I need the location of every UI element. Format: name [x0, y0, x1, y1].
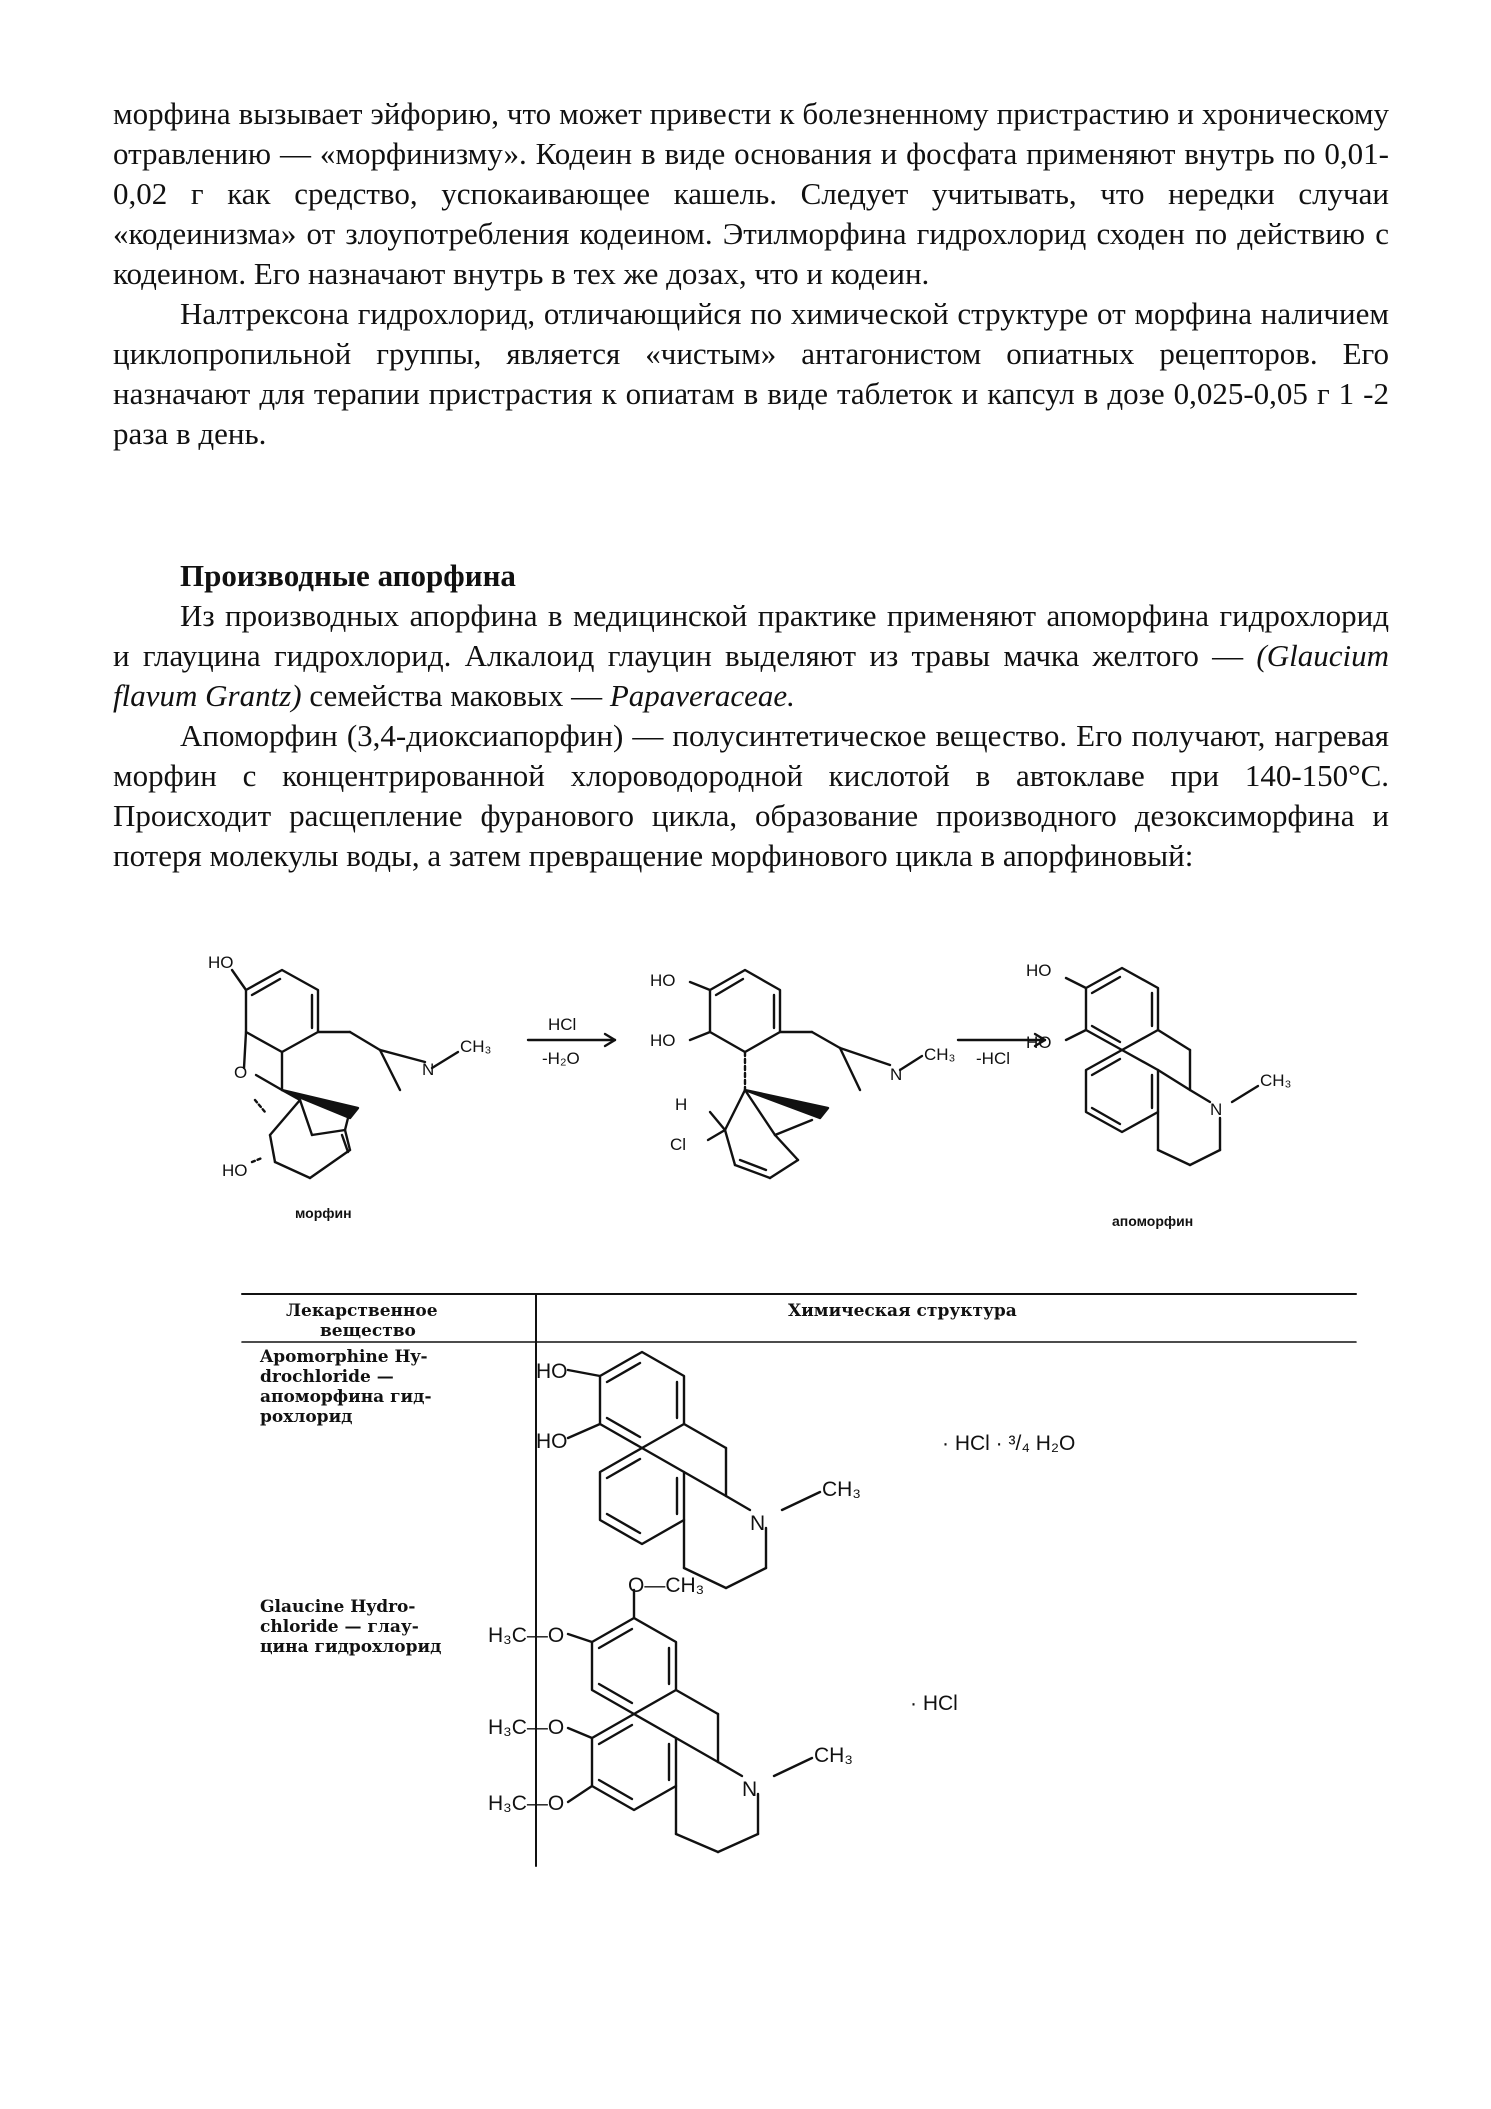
- arrow1-reagent: HCl: [548, 1015, 577, 1034]
- apomorphine-ho-top: HO: [1026, 961, 1052, 980]
- p3-family-name: Papaveraceae.: [609, 678, 795, 713]
- intermediate-structure: [650, 970, 955, 1178]
- row2-salt: · HCl: [910, 1692, 958, 1715]
- intermediate-h: H: [675, 1095, 688, 1114]
- reaction-scheme: [200, 940, 1400, 1250]
- row1-name-line4: рохлорид: [260, 1407, 353, 1427]
- apomorphine-ch3: CH₃: [1260, 1071, 1292, 1090]
- p3-latin-name: (Glaucium flavum Grantz): [113, 638, 1390, 713]
- apomorphine-caption: апоморфин: [1112, 1213, 1194, 1229]
- row1-name-line1: Apomorphine Hy-: [260, 1347, 428, 1367]
- row1-name-line2: drochloride —: [260, 1367, 394, 1387]
- body-text-aporphine: [113, 556, 1389, 876]
- apomorphine-structure: [1026, 961, 1291, 1229]
- paragraph-aporphine-derivatives: [113, 596, 1389, 716]
- intermediate-ho-bottom: HO: [650, 1031, 676, 1050]
- row2-name-line2: chloride — глау-: [260, 1617, 419, 1637]
- arrow1-byproduct: -H₂O: [542, 1049, 580, 1068]
- morphine-ho-top: HO: [208, 953, 234, 972]
- table-glau-h3co-middle: H₃C—O: [488, 1716, 565, 1739]
- apomorphine-ho-bottom: HO: [1026, 1033, 1052, 1052]
- table-apo-n: N: [750, 1512, 766, 1535]
- arrow-1: [528, 1015, 615, 1068]
- table-col2-header: Химическая структура: [788, 1301, 1017, 1321]
- table-apo-ch3: CH₃: [822, 1478, 861, 1501]
- intermediate-ho-top: HO: [650, 971, 676, 990]
- morphine-structure: [208, 953, 491, 1221]
- table-glau-n: N: [742, 1778, 758, 1801]
- arrow2-byproduct: -HCl: [976, 1049, 1010, 1068]
- table-glau-och3-top: O—CH₃: [628, 1574, 705, 1597]
- row2-name-line3: цина гидрохлорид: [260, 1637, 442, 1657]
- p3-text: Из производных апорфина в медицинской практике применяют апоморфина гидрохлорид и глауцина гидрохлорид. Алкалоид глауцин выделяют из травы мачка желтого —: [113, 598, 1389, 673]
- morphine-caption: морфин: [295, 1205, 352, 1221]
- morphine-o: O: [234, 1063, 248, 1082]
- table-glau-h3co-lower: H₃C—O: [488, 1792, 565, 1815]
- section-heading: Производные апорфина: [180, 558, 516, 593]
- table-glau-h3co-upper: H₃C—O: [488, 1624, 565, 1647]
- apomorphine-n: N: [1210, 1100, 1223, 1119]
- paragraph-morphine-effects: морфина вызывает эйфорию, что может привести к болезненному пристрастию и хроническому отравлению — «морфинизму». Кодеин в виде основания и фосфата применяют внутрь по 0,01-0,02 г как средство, успокаивающее кашель. Следует учитывать, что нередки случаи «кодеинизма» от злоупотребления кодеином. Этилморфина гидрохлорид сходен по действию с кодеином. Его назначают внутрь в тех же дозах, что и кодеин.: [113, 96, 1389, 291]
- table-glaucine-structure: [488, 1574, 958, 1852]
- intermediate-n: N: [890, 1065, 903, 1084]
- intermediate-cl: Cl: [670, 1135, 687, 1154]
- table-apomorphine-structure: [536, 1352, 1075, 1588]
- drug-structure-table: [236, 1290, 1386, 1870]
- paragraph-naltrexone: Налтрексона гидрохлорид, отличающийся по химической структуре от морфина наличием циклопропильной группы, является «чистым» антагонистом опиатных рецепторов. Его назначают для терапии пристрастия к опиатам в виде таблеток и капсул в дозе 0,025-0,05 г 1 -2 раза в день.: [113, 296, 1389, 451]
- morphine-n: N: [422, 1060, 435, 1079]
- paragraph-apomorphine: Апоморфин (3,4-диоксиапорфин) — полусинтетическое вещество. Его получают, нагревая морфин с концентрированной хлороводородной кислотой в автоклаве при 140-150°С. Происходит расщепление фуранового цикла, образование производного дезоксиморфина и потеря молекулы воды, а затем превращение морфинового цикла в апорфиновый:: [113, 718, 1389, 873]
- table-col1-header-line2: вещество: [320, 1321, 416, 1341]
- table-glau-ch3: CH₃: [814, 1744, 853, 1767]
- body-text-top: [113, 94, 1389, 454]
- table-col1-header-line1: Лекарственное: [286, 1301, 438, 1321]
- table-apo-ho-bottom: HO: [536, 1430, 568, 1453]
- table-apo-ho-top: HO: [536, 1360, 568, 1383]
- intermediate-ch3: CH₃: [924, 1045, 956, 1064]
- p3-text-mid: семейства маковых —: [309, 678, 603, 713]
- morphine-ch3: CH₃: [460, 1037, 492, 1056]
- row2-name-line1: Glaucine Hydro-: [260, 1597, 416, 1617]
- row1-name-line3: апоморфина гид-: [260, 1387, 432, 1407]
- row1-salt: · HCl · ³/₄ H₂O: [942, 1432, 1076, 1455]
- morphine-ho-bottom: HO: [222, 1161, 248, 1180]
